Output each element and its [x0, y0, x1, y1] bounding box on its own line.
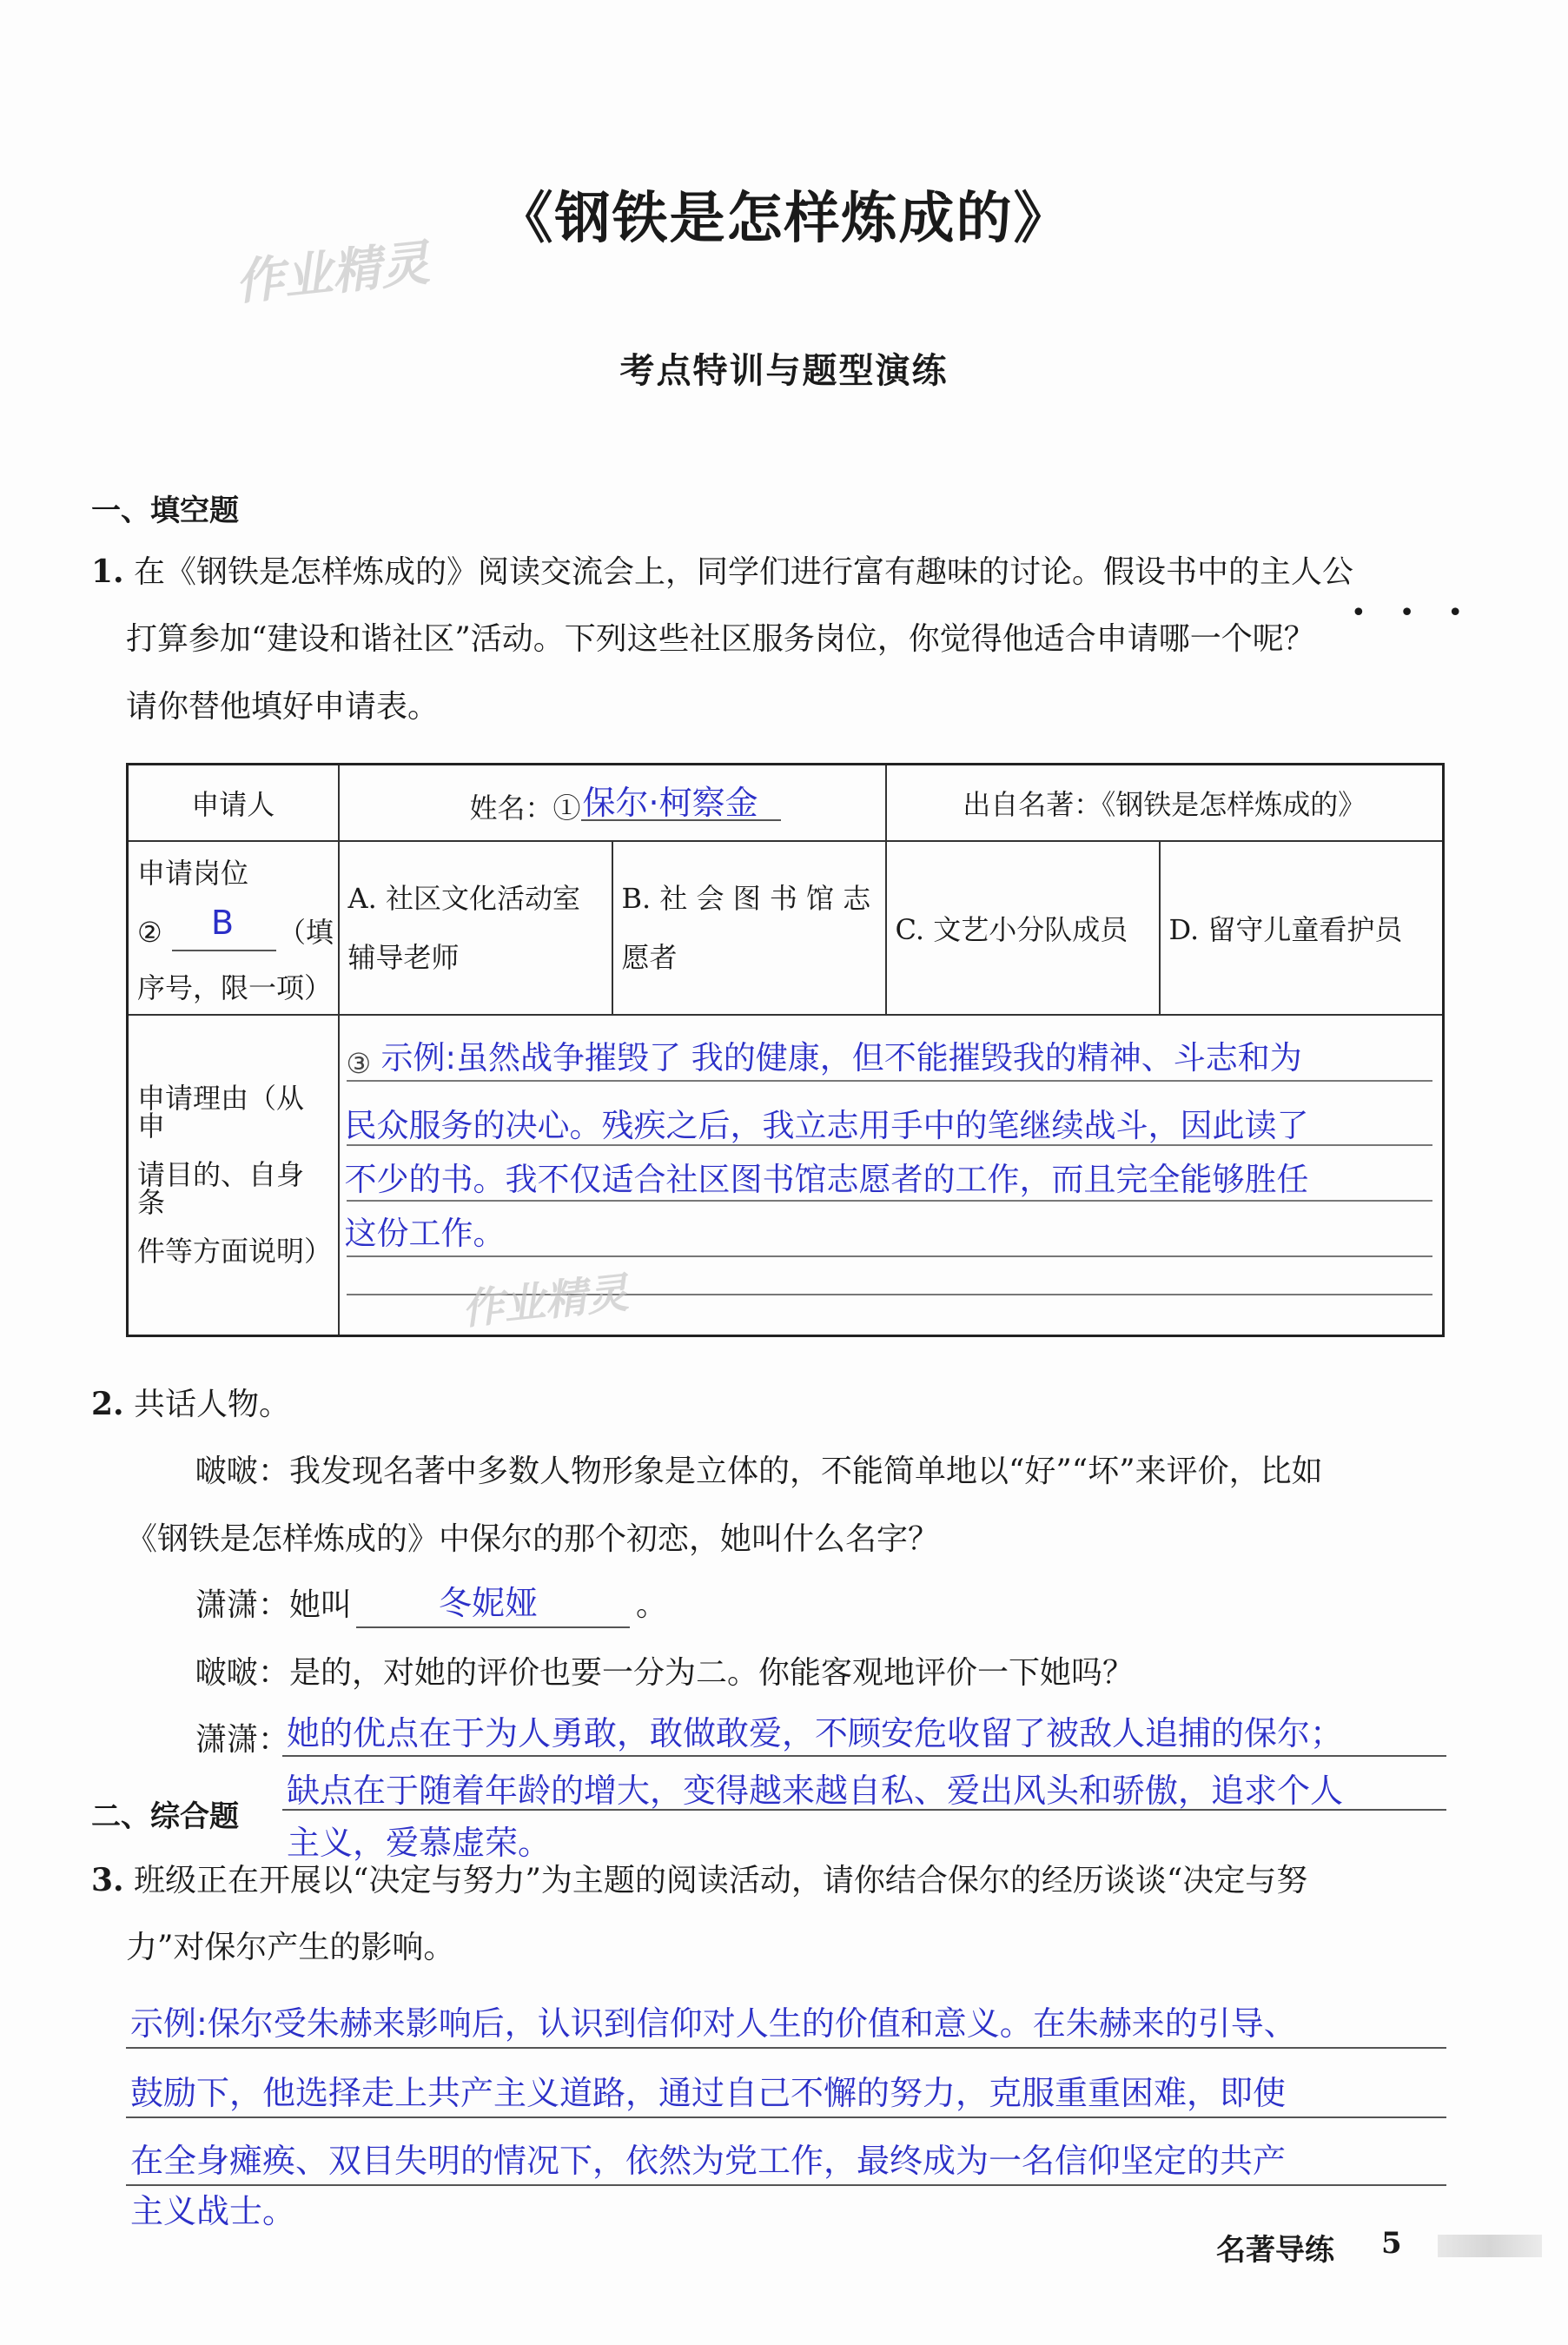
q1-line2: 打算参加“建设和谐社区”活动。下列这些社区服务岗位，你觉得他适合申请哪一个呢？ — [126, 621, 1315, 657]
q3-line1 — [91, 1862, 1308, 1898]
q2-name-underline — [356, 1626, 630, 1628]
reason-line2: 民众服务的决心。残疾之后，我立志用手中的笔继续战斗，因此读了 — [344, 1106, 1309, 1144]
q2-answer-line1: 她的优点在于为人勇敢，敢做敢爱，不顾安危收留了被敌人追捕的保尔； — [287, 1714, 1344, 1752]
q2-answer-rule1 — [282, 1755, 1446, 1757]
section-fill-blank: 一、填空题 — [91, 494, 239, 528]
q3-number: 3. — [91, 1862, 124, 1898]
option-a-line1: A. 社区文化活动室 — [347, 881, 580, 915]
reason-label-1: 申请理由（从申 — [137, 1082, 305, 1143]
q3-answer-line1: 示例:保尔受朱赫来影响后，认识到信仰对人生的价值和意义。在朱赫来的引导、 — [130, 2004, 1297, 2043]
q2-answer-rule2 — [282, 1809, 1446, 1811]
reason-line1: 示例:虽然战争摧毁了 我的健康，但不能摧毁我的精神、斗志和为 — [380, 1038, 1302, 1076]
name-label: 姓名：① — [469, 792, 581, 825]
q3-answer-line2: 鼓励下，他选择走上共产主义道路，通过自己不懈的努力，克服重重困难，即使 — [130, 2074, 1287, 2112]
option-b-cell — [612, 841, 886, 1015]
reason-rule1 — [347, 1080, 1432, 1082]
position-label-1: 申请岗位 — [137, 856, 249, 890]
reason-rule3 — [347, 1200, 1432, 1202]
q3-answer-rule2 — [126, 2116, 1446, 2118]
option-d-cell: D. 留守儿童看护员 — [1160, 841, 1444, 1015]
option-a-cell — [339, 841, 612, 1015]
name-cell — [339, 765, 886, 841]
source-cell: 出自名著：《钢铁是怎样炼成的》 — [886, 765, 1444, 841]
q3-text-1: 班级正在开展以“决定与努力”为主题的阅读活动，请你结合保尔的经历谈谈“决定与努 — [134, 1863, 1308, 1898]
position-label-cell — [128, 841, 339, 1015]
watermark-table: 作业精灵 — [459, 1268, 631, 1335]
q2-line1: 啵啵：我发现名著中多数人物形象是立体的，不能简单地以“好”“坏”来评价，比如 — [195, 1454, 1323, 1489]
q2-answer-line2: 缺点在于随着年龄的增大，变得越来越自私、爱出风头和骄傲，追求个人 — [287, 1772, 1344, 1810]
q3-answer-rule3 — [126, 2184, 1446, 2186]
q1-number: 1. — [91, 553, 124, 590]
section-comprehensive: 二、综合题 — [91, 1799, 239, 1834]
q2-line4: 啵啵：是的，对她的评价也要一分为二。你能客观地评价一下她吗？ — [195, 1655, 1135, 1691]
page-subtitle: 考点特训与题型演练 — [619, 350, 949, 391]
q3-answer-rule1 — [126, 2047, 1446, 2049]
reason-label-2: 请目的、自身条 — [137, 1158, 305, 1220]
q2-line5-label: 潇潇： — [195, 1722, 290, 1758]
application-table — [126, 763, 1445, 1337]
applicant-label: 申请人 — [128, 765, 339, 841]
q2-line3-end: 。 — [636, 1587, 668, 1623]
page-title: 《钢铁是怎样炼成的》 — [497, 186, 1071, 251]
name-answer: 保尔·柯察金 — [582, 784, 758, 822]
page-number: 5 — [1381, 2226, 1402, 2261]
q2-line2: 《钢铁是怎样炼成的》中保尔的那个初恋，她叫什么名字？ — [126, 1521, 940, 1557]
reason-line4: 这份工作。 — [344, 1214, 506, 1252]
option-c-cell: C. 文艺小分队成员 — [886, 841, 1160, 1015]
q2-name-answer: 冬妮娅 — [439, 1584, 539, 1622]
reason-line3: 不少的书。我不仅适合社区图书馆志愿者的工作，而且完全能够胜任 — [344, 1160, 1309, 1198]
q2-answer-line3: 主义，爱慕虚荣。 — [287, 1824, 552, 1862]
q3-answer-line4: 主义战士。 — [130, 2192, 296, 2230]
q2-line3-label: 潇潇：她叫 — [195, 1587, 353, 1623]
q1-line3: 请你替他填好申请表。 — [126, 689, 440, 725]
footer-book-title: 名著导练 — [1216, 2233, 1334, 2268]
q1-text-1: 在《钢铁是怎样炼成的》阅读交流会上，同学们进行富有趣味的讨论。假设书中的主人公 — [134, 554, 1354, 590]
position-label-2a: ② — [137, 915, 162, 949]
position-underline — [172, 950, 276, 951]
name-underline — [581, 819, 781, 821]
reason-cell — [339, 1015, 1444, 1336]
reason-marker: ③ — [346, 1046, 372, 1080]
option-a-line2: 辅导老师 — [347, 940, 460, 974]
option-b-line1: B. 社 会 图 书 馆 志 — [621, 881, 871, 915]
reason-label-3: 件等方面说明） — [137, 1235, 333, 1269]
position-answer: B — [211, 903, 235, 942]
reason-rule4 — [347, 1255, 1432, 1257]
reason-label-cell — [128, 1015, 339, 1336]
watermark-top: 作业精灵 — [232, 235, 433, 312]
q2-number: 2. — [91, 1386, 124, 1422]
q1-line1 — [91, 553, 1354, 590]
q3-line2: 力”对保尔产生的影响。 — [126, 1930, 455, 1965]
reason-rule2 — [347, 1144, 1432, 1146]
emphasis-dots: ••• — [1351, 598, 1497, 628]
q3-answer-line3: 在全身瘫痪、双目失明的情况下，依然为党工作，最终成为一名信仰坚定的共产 — [130, 2142, 1287, 2180]
scan-edge-strip — [1438, 2235, 1542, 2257]
option-b-line2: 愿者 — [621, 940, 678, 974]
position-label-2b: （填 — [278, 915, 334, 949]
q2-title-line — [91, 1388, 290, 1421]
q2-title: 共话人物。 — [134, 1387, 291, 1422]
position-label-3: 序号，限一项） — [137, 970, 333, 1004]
